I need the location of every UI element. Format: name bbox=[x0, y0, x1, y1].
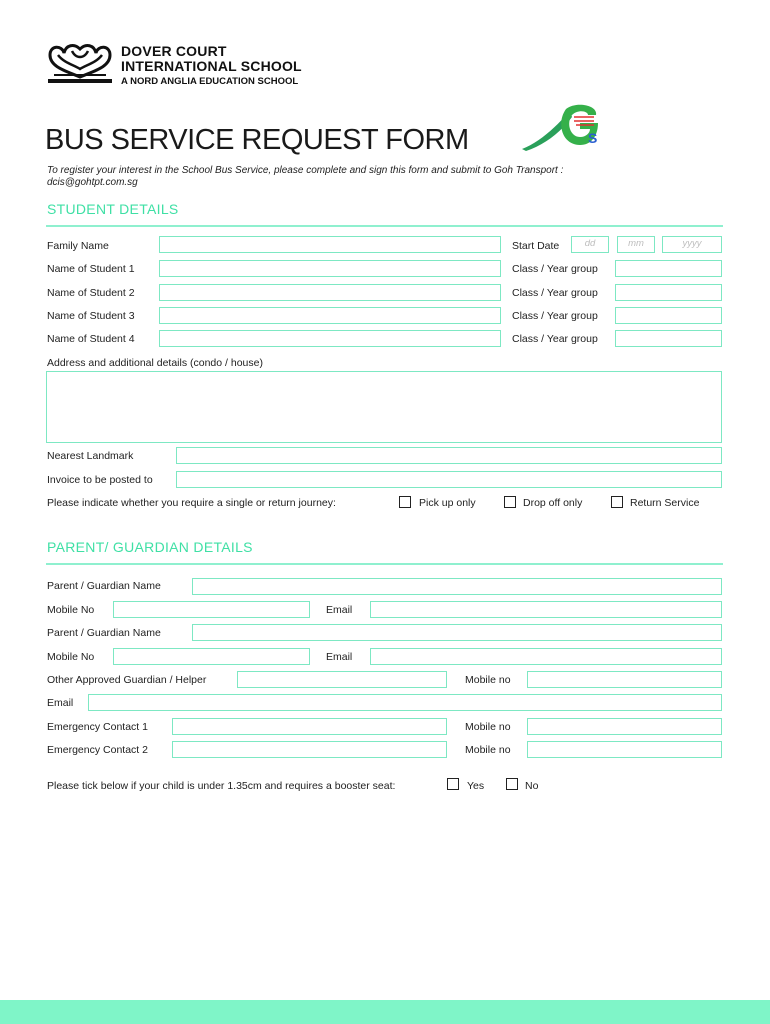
start-date-month-field[interactable] bbox=[617, 236, 655, 253]
helper-label: Other Approved Guardian / Helper bbox=[47, 674, 207, 686]
student-1-name-field[interactable] bbox=[159, 260, 501, 277]
student-3-class-label: Class / Year group bbox=[512, 310, 598, 322]
parent-section-divider bbox=[46, 563, 723, 565]
drop-off-only-label: Drop off only bbox=[523, 497, 583, 509]
intro-text: To register your interest in the School Bus Service, please complete and sign this form and submit to Goh Transport : bbox=[47, 165, 564, 176]
address-textarea[interactable] bbox=[46, 371, 722, 443]
svg-text:S: S bbox=[588, 130, 598, 146]
student-2-label: Name of Student 2 bbox=[47, 287, 135, 299]
date-year-placeholder: yyyy bbox=[682, 238, 702, 249]
student-4-label: Name of Student 4 bbox=[47, 333, 135, 345]
student-2-name-field[interactable] bbox=[159, 284, 501, 301]
student-2-class-label: Class / Year group bbox=[512, 287, 598, 299]
booster-seat-label: Please tick below if your child is under 1.35cm and requires a booster seat: bbox=[47, 780, 396, 792]
student-section-divider bbox=[46, 225, 723, 227]
mobile-1-field[interactable] bbox=[113, 601, 310, 618]
guardian-2-name-field[interactable] bbox=[192, 624, 722, 641]
email-2-field[interactable] bbox=[370, 648, 722, 665]
helper-email-field[interactable] bbox=[88, 694, 722, 711]
booster-no-checkbox[interactable] bbox=[506, 778, 518, 790]
email-1-label: Email bbox=[326, 604, 353, 616]
emergency-1-mobile-label: Mobile no bbox=[465, 721, 511, 733]
email-2-label: Email bbox=[326, 651, 353, 663]
emergency-1-label: Emergency Contact 1 bbox=[47, 721, 148, 733]
emergency-2-mobile-label: Mobile no bbox=[465, 744, 511, 756]
student-4-class-label: Class / Year group bbox=[512, 333, 598, 345]
guardian-1-name-field[interactable] bbox=[192, 578, 722, 595]
pick-up-only-checkbox[interactable] bbox=[399, 496, 411, 508]
booster-yes-label: Yes bbox=[467, 780, 485, 792]
student-1-class-field[interactable] bbox=[615, 260, 722, 277]
return-service-checkbox[interactable] bbox=[611, 496, 623, 508]
emergency-1-field[interactable] bbox=[172, 718, 447, 735]
school-tagline: A NORD ANGLIA EDUCATION SCHOOL bbox=[121, 76, 299, 87]
booster-no-label: No bbox=[525, 780, 539, 792]
school-logo bbox=[44, 41, 116, 87]
parent-details-heading: PARENT/ GUARDIAN DETAILS bbox=[47, 539, 253, 555]
mobile-2-label: Mobile No bbox=[47, 651, 95, 663]
intro-email: dcis@gohtpt.com.sg bbox=[47, 177, 138, 188]
student-3-class-field[interactable] bbox=[615, 307, 722, 324]
emergency-2-label: Emergency Contact 2 bbox=[47, 744, 148, 756]
school-name-line1: DOVER COURT bbox=[121, 43, 227, 59]
helper-name-field[interactable] bbox=[237, 671, 447, 688]
student-3-label: Name of Student 3 bbox=[47, 310, 135, 322]
email-1-field[interactable] bbox=[370, 601, 722, 618]
return-service-label: Return Service bbox=[630, 497, 700, 509]
guardian-1-label: Parent / Guardian Name bbox=[47, 580, 161, 592]
family-name-field[interactable] bbox=[159, 236, 501, 253]
helper-mobile-field[interactable] bbox=[527, 671, 722, 688]
landmark-label: Nearest Landmark bbox=[47, 450, 134, 462]
helper-mobile-label: Mobile no bbox=[465, 674, 511, 686]
address-label: Address and additional details (condo / house) bbox=[47, 357, 263, 369]
student-1-label: Name of Student 1 bbox=[47, 263, 135, 275]
student-1-class-label: Class / Year group bbox=[512, 263, 598, 275]
pick-up-only-label: Pick up only bbox=[419, 497, 476, 509]
student-4-name-field[interactable] bbox=[159, 330, 501, 347]
journey-label: Please indicate whether you require a single or return journey: bbox=[47, 497, 336, 509]
mobile-1-label: Mobile No bbox=[47, 604, 95, 616]
drop-off-only-checkbox[interactable] bbox=[504, 496, 516, 508]
date-month-placeholder: mm bbox=[628, 238, 644, 249]
form-title: BUS SERVICE REQUEST FORM bbox=[45, 124, 469, 156]
student-4-class-field[interactable] bbox=[615, 330, 722, 347]
booster-yes-checkbox[interactable] bbox=[447, 778, 459, 790]
family-name-label: Family Name bbox=[47, 240, 109, 252]
goh-transport-logo bbox=[518, 103, 610, 153]
invoice-field[interactable] bbox=[176, 471, 722, 488]
student-details-heading: STUDENT DETAILS bbox=[47, 201, 179, 217]
landmark-field[interactable] bbox=[176, 447, 722, 464]
mobile-2-field[interactable] bbox=[113, 648, 310, 665]
start-date-label: Start Date bbox=[512, 240, 560, 252]
date-day-placeholder: dd bbox=[584, 238, 596, 249]
school-name-line2: INTERNATIONAL SCHOOL bbox=[121, 58, 302, 74]
start-date-day-field[interactable] bbox=[571, 236, 609, 253]
invoice-label: Invoice to be posted to bbox=[47, 474, 153, 486]
start-date-year-field[interactable] bbox=[662, 236, 722, 253]
guardian-2-label: Parent / Guardian Name bbox=[47, 627, 161, 639]
emergency-2-mobile-field[interactable] bbox=[527, 741, 722, 758]
emergency-1-mobile-field[interactable] bbox=[527, 718, 722, 735]
helper-email-label: Email bbox=[47, 697, 74, 709]
student-2-class-field[interactable] bbox=[615, 284, 722, 301]
emergency-2-field[interactable] bbox=[172, 741, 447, 758]
student-3-name-field[interactable] bbox=[159, 307, 501, 324]
footer-bar bbox=[0, 1000, 770, 1024]
